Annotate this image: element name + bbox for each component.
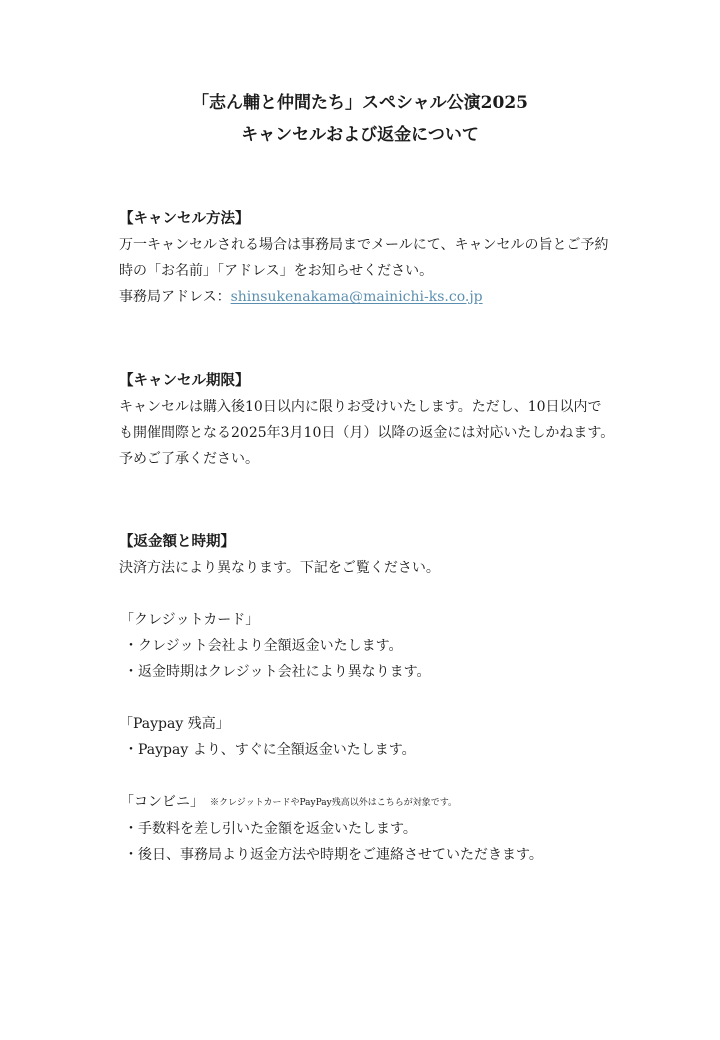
office-address-label: 事務局アドレス： [119, 289, 231, 305]
credit-item-1: ・クレジット会社より全額返金いたします。 [124, 638, 403, 654]
convenience-label: 「コンビニ」 [120, 794, 204, 810]
convenience-item-1: ・手数料を差し引いた金額を返金いたします。 [124, 821, 417, 837]
email-link[interactable]: shinsukenakama@mainichi-ks.co.jp [230, 289, 483, 305]
convenience-row [120, 789, 679, 816]
cancel-deadline-line-2: も開催間際となる2025年3月10日（月）以降の返金には対応いたしかねます。 [119, 425, 615, 441]
section-refund [119, 529, 679, 868]
document-title [0, 87, 720, 151]
section-cancel-method [119, 206, 679, 310]
credit-item-2: ・返金時期はクレジット会社により異なります。 [124, 664, 431, 680]
cancel-deadline-line-3: 予めご了承ください。 [119, 451, 259, 467]
heading-cancel-method: 【キャンセル方法】 [119, 210, 250, 227]
refund-intro: 決済方法により異なります。下記をご覧ください。 [119, 560, 440, 576]
paypay-label: 「Paypay 残高」 [119, 716, 230, 732]
cancel-method-line-2: 時の「お名前」「アドレス」をお知らせください。 [119, 263, 434, 279]
title-line-2: キャンセルおよび返金について [241, 125, 479, 145]
convenience-item-2: ・後日、事務局より返金方法や時期をご連絡させていただきます。 [124, 847, 543, 863]
office-address-row [119, 284, 679, 310]
cancel-method-line-1: 万一キャンセルされる場合は事務局までメールにて、キャンセルの旨とご予約 [119, 237, 609, 253]
title-line-1: 「志ん輔と仲間たち」スペシャル公演2025 [192, 93, 528, 113]
section-cancel-deadline [119, 368, 679, 472]
paypay-item-1: ・Paypay より、すぐに全額返金いたします。 [124, 742, 416, 758]
credit-card-label: 「クレジットカード」 [120, 612, 260, 628]
heading-refund: 【返金額と時期】 [119, 533, 235, 550]
cancel-deadline-line-1: キャンセルは購入後10日以内に限りお受けいたします。ただし、10日以内で [119, 399, 602, 415]
heading-cancel-deadline: 【キャンセル期限】 [119, 372, 250, 389]
convenience-note: ※クレジットカードやPayPay残高以外はこちらが対象です。 [210, 798, 457, 808]
